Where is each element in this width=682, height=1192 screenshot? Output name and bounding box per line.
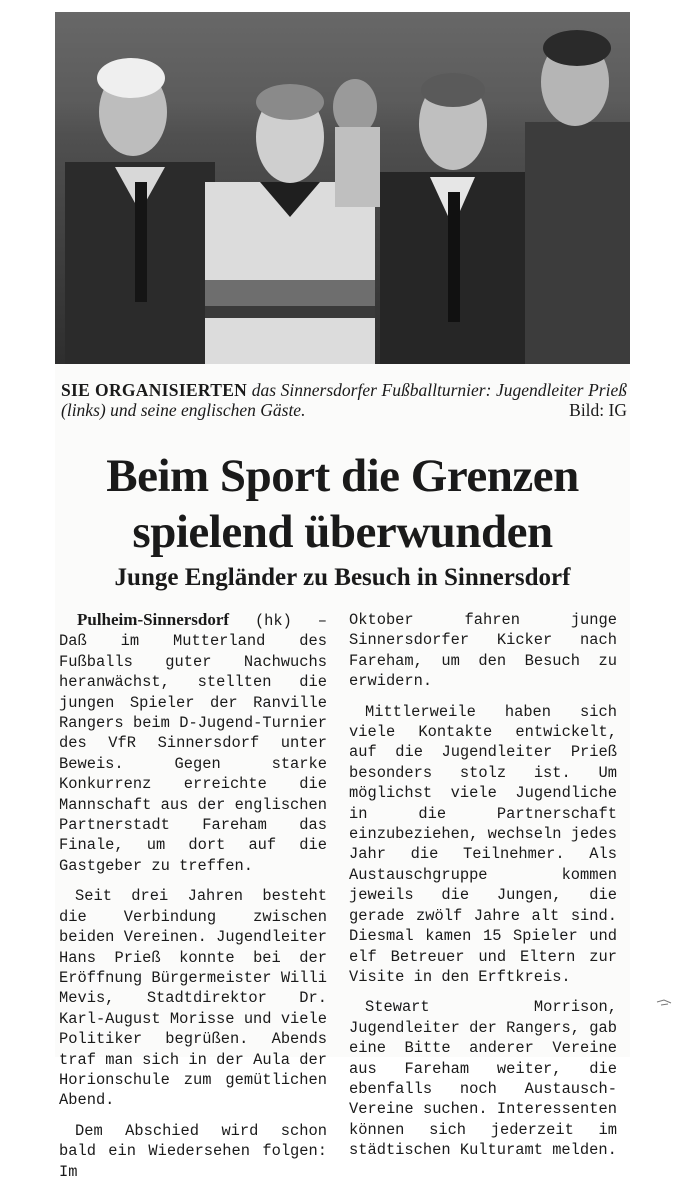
photo-credit: Bild: IG: [569, 400, 627, 420]
paragraph: Dem Abschied wird schon bald ein Wiedersehen folgen: Im: [59, 1121, 327, 1181]
headline-line-1: Beim Sport die Grenzen: [106, 450, 579, 502]
subheadline: Junge Engländer zu Besuch in Sinnersdorf: [114, 564, 571, 591]
paragraph: [59, 610, 327, 876]
dateline: Pulheim-Sinnersdorf: [77, 610, 230, 629]
caption-text: das Sinnersdorfer Fußballturnier: Jugendleiter Prieß (links) und seine englischen Gäste.: [61, 380, 627, 420]
paragraph: Oktober fahren junge Sinnersdorfer Kicker nach Fareham, um den Besuch zu erwidern.: [349, 611, 617, 691]
headline: [55, 448, 630, 560]
paragraph-text: Daß im Mutterland des Fußballs guter Nachwuchs heranwächst, stellten die jungen Spieler der Ranville Rangers beim D-Jugend-Turnier des VfR Sinnersdorf unter Beweis. Gegen starke Konkurrenz erreichte die Mannschaft aus der englischen Partnerstadt Fareham das Finale, um dort auf die Gastgeber zu treffen.: [59, 632, 327, 875]
paragraph: Stewart Morrison, Jugendleiter der Rangers, gab eine Bitte anderer Vereine aus Fareham weiter, die ebenfalls noch Austausch-Vereine suchen. Interessenten können sich jederzeit im städtischen Kulturamt melden.: [349, 998, 617, 1160]
photo-icon: [55, 12, 630, 364]
caption-lead: SIE ORGANISIERTEN: [61, 380, 248, 400]
newspaper-clipping: [55, 12, 630, 1181]
paragraph: Mittlerweile haben sich viele Kontakte entwickelt, auf die Jugendleiter Prieß besonders stolz ist. Um möglichst viele Jugendliche in die Partnerschaft einzubeziehen, wechseln jedes Jahr die Teilnehmer. Als Austauschgruppe kommen jeweils die Jungen, die gerade zwölf Jahre alt sind. Diesmal kamen 15 Spieler und elf Betreuer und Eltern zur Visite in den Erftkreis.: [349, 702, 617, 986]
paper-speck-icon: [656, 996, 674, 1008]
headline-line-2: spielend überwunden: [132, 506, 553, 558]
article-photo: [55, 12, 630, 364]
paragraph: Seit drei Jahren besteht die Verbindung zwischen beiden Vereinen. Jugendleiter Hans Prieß konnte bei der Eröffnung Bürgermeister Willi Mevis, Stadtdirektor Dr. Karl-August Morisse und viele Politiker begrüßen. Abends traf man sich in der Aula der Horionschule zum gemütlichen Abend.: [59, 887, 327, 1110]
byline: (hk) –: [254, 612, 327, 630]
photo-caption: [61, 380, 627, 420]
article-column-left: [59, 610, 327, 1192]
article-column-right: [349, 610, 617, 1171]
